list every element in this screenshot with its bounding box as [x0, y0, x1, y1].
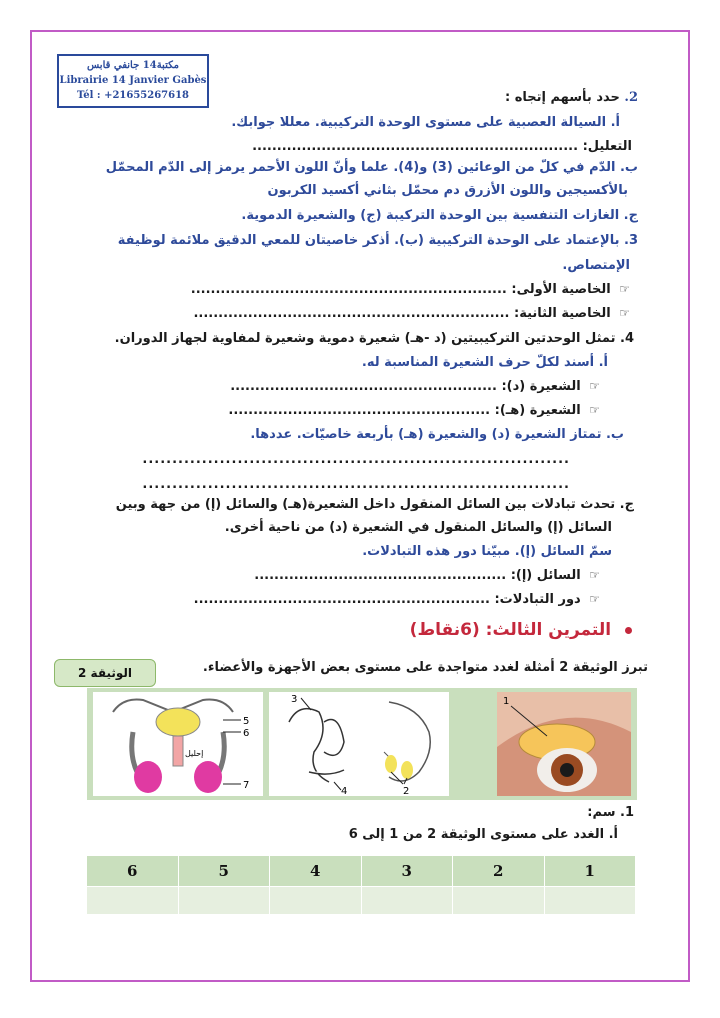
q2-title-text: حدد بأسهم إتجاه : — [504, 90, 620, 105]
answer-table — [86, 855, 636, 915]
label-6: 6 — [243, 728, 250, 739]
q4-d — [230, 379, 600, 394]
q3-line2: الإمتصاص. — [562, 258, 630, 273]
q4-c-line3: سمّ السائل (إ). مبيّنا دور هذه التبادلات. — [362, 544, 612, 559]
table-cell[interactable] — [270, 887, 362, 915]
ex3-q1: 1. سم: — [587, 805, 634, 820]
q3-property2 — [193, 306, 630, 321]
fluid-label: السائل (إ): — [510, 568, 581, 583]
d-label: الشعيرة (د): — [501, 379, 581, 394]
document-images — [87, 688, 637, 800]
q2-number: 2. — [624, 90, 638, 105]
pointer-icon: ☞ — [589, 403, 600, 417]
pointer-icon: ☞ — [619, 282, 630, 296]
exercise3-title — [410, 620, 632, 640]
urethra-label: إحليل — [185, 749, 204, 758]
label-3: 3 — [291, 694, 298, 705]
answer-dots[interactable]: ................................................................ — [190, 282, 507, 297]
pointer-icon: ☞ — [589, 379, 600, 393]
table-cell[interactable] — [544, 887, 636, 915]
table-header: 4 — [270, 856, 362, 887]
label-4: 4 — [341, 786, 348, 796]
digestive-face-image — [269, 692, 449, 796]
q4-role — [194, 592, 600, 607]
answer-dots[interactable]: .................................................................. — [252, 139, 579, 154]
q4-c-line1: ج. تحدث تبادلات بين السائل المنقول داخل الشعيرة(هـ) والسائل (إ) من جهة وبين — [115, 497, 634, 512]
table-cell[interactable] — [453, 887, 545, 915]
answer-dots[interactable]: ................................................... — [254, 568, 507, 583]
stamp-line1: مكتبة14 جانفي قابس — [87, 60, 179, 71]
pointer-icon: ☞ — [589, 592, 600, 606]
answer-dots[interactable]: ........................................................................ — [142, 452, 570, 467]
q4-h — [228, 403, 600, 418]
q3-property1 — [191, 282, 630, 297]
h-label: الشعيرة (هـ): — [494, 403, 581, 418]
bookshop-stamp — [57, 54, 209, 108]
answer-dots[interactable]: ...................................................... — [230, 379, 497, 394]
reproductive-image — [93, 692, 263, 796]
q2-title — [505, 90, 638, 105]
ex3-q1a: أ. الغدد على مستوى الوثيقة 2 من 1 إلى 6 — [348, 827, 618, 842]
stamp-line3: Tél : +21655267618 — [76, 90, 190, 101]
answer-dots[interactable]: ..................................................... — [228, 403, 491, 418]
q2-c: ج. الغازات التنفسية بين الوحدة التركيبة (ج) والشعيرة الدموية. — [241, 208, 638, 223]
label-1: 1 — [503, 696, 510, 707]
q4-a: أ. أسند لكلّ حرف الشعيرة المناسبة له. — [361, 355, 608, 370]
document-tag: الوثيقة 2 — [54, 659, 156, 687]
stamp-line2: Librairie 14 Janvier Gabès — [59, 75, 207, 86]
exercise3-title-text: التمرين الثالث: (6نقاط) — [409, 620, 612, 640]
table-header: 6 — [87, 856, 179, 887]
table-header: 3 — [361, 856, 453, 887]
table-cell[interactable] — [87, 887, 179, 915]
pointer-icon: ☞ — [619, 306, 630, 320]
answer-dots[interactable]: ............................................................ — [193, 592, 490, 607]
bullet-icon — [625, 627, 632, 634]
q4-c-line2: السائل (إ) والسائل المنقول في الشعيرة (د) من ناحية أخرى. — [224, 520, 612, 535]
property1-label: الخاصية الأولى: — [511, 282, 611, 297]
table-header: 2 — [453, 856, 545, 887]
q3-line1: 3. بالإعتماد على الوحدة التركيبية (ب). أذكر خاصيتان للمعي الدقيق ملائمة لوظيفة — [117, 233, 638, 248]
exercise3-intro: تبرز الوثيقة 2 أمثلة لغدد متواجدة على مستوى بعض الأجهزة والأعضاء. — [202, 660, 648, 675]
role-label: دور التبادلات: — [494, 592, 581, 607]
justify-label: التعليل: — [582, 139, 632, 154]
property2-label: الخاصية الثانية: — [514, 306, 611, 321]
q4-fluid — [254, 568, 600, 583]
eye-image — [497, 692, 631, 796]
label-5: 5 — [243, 716, 250, 727]
answer-dots[interactable]: ................................................................ — [193, 306, 510, 321]
table-cell[interactable] — [178, 887, 270, 915]
label-7: 7 — [243, 780, 250, 791]
q2-b-line2: بالأكسيجين واللون الأزرق دم محمّل بثاني أكسيد الكربون — [267, 183, 628, 198]
q2-justify — [84, 139, 632, 154]
q4-line1: 4. تمثل الوحدتين التركيبيتين (د -هـ) شعيرة دموية وشعيرة لمفاوية لجهاز الدوران. — [114, 331, 634, 346]
table-cell[interactable] — [361, 887, 453, 915]
table-header: 5 — [178, 856, 270, 887]
q2-a: أ. السيالة العصبية على مستوى الوحدة التركيبية. معللا جوابك. — [231, 115, 620, 130]
label-2: 2 — [403, 786, 410, 796]
answer-dots[interactable]: ........................................................................ — [142, 477, 570, 492]
table-header: 1 — [544, 856, 636, 887]
q4-b: ب. تمتاز الشعيرة (د) والشعيرة (هـ) بأربعة خاصيّات. عددها. — [250, 427, 624, 442]
q2-b-line1: ب. الدّم في كلّ من الوعائين (3) و(4). علما وأنّ اللون الأحمر يرمز إلى الدّم المحمّل — [105, 160, 638, 175]
pointer-icon: ☞ — [589, 568, 600, 582]
